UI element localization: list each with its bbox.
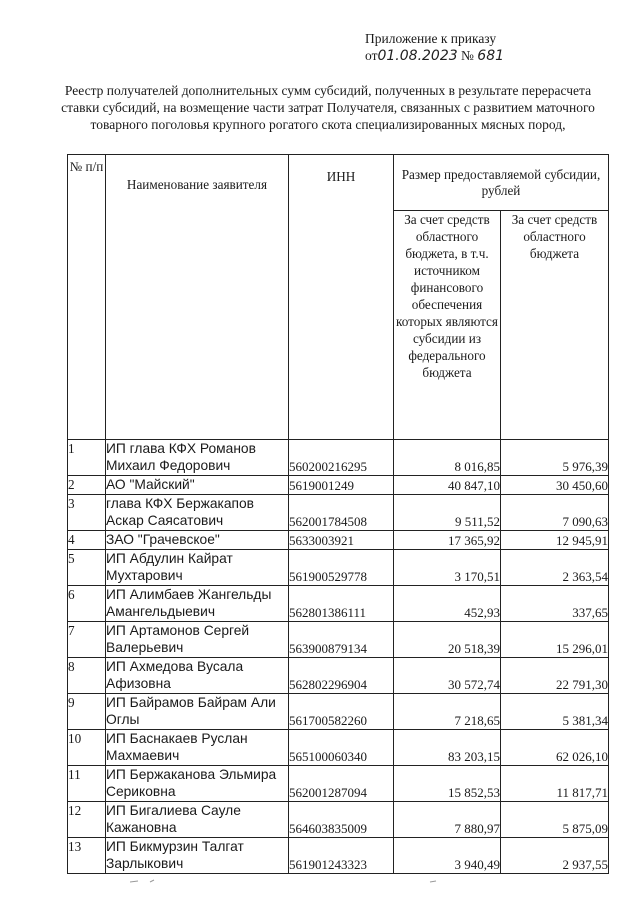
row-number: 5 [68, 550, 106, 586]
row-sum-regional-federal: 17 365,92 [394, 531, 501, 550]
row-sum-regional-federal: 15 852,53 [394, 766, 501, 802]
row-inn: 561900529778 [289, 550, 394, 586]
row-applicant-name: ИП Ахмедова Вусала Афизовна [106, 658, 289, 694]
row-number: 13 [68, 838, 106, 874]
table-header-row [68, 155, 609, 211]
row-sum-regional-federal: 30 572,74 [394, 658, 501, 694]
row-inn: 560200216295 [289, 440, 394, 476]
row-inn: 5633003921 [289, 531, 394, 550]
row-sum-regional: 337,65 [501, 586, 609, 622]
row-sum-regional: 62 026,10 [501, 730, 609, 766]
annex-line: Приложение к приказу [365, 31, 497, 46]
row-sum-regional: 12 945,91 [501, 531, 609, 550]
annex-number-prefix: № [461, 48, 474, 63]
row-number: 8 [68, 658, 106, 694]
row-number: 3 [68, 495, 106, 531]
row-sum-regional-federal: 7 880,97 [394, 802, 501, 838]
header-amount: Размер предоставляемой субсидии, рублей [394, 155, 609, 211]
row-sum-regional: 22 791,30 [501, 658, 609, 694]
row-number: 11 [68, 766, 106, 802]
row-applicant-name: ИП глава КФХ Романов Михаил Федорович [106, 440, 289, 476]
row-sum-regional: 15 296,01 [501, 622, 609, 658]
row-applicant-name: ИП Бигалиева Сауле Кажановна [106, 802, 289, 838]
row-sum-regional: 5 875,09 [501, 802, 609, 838]
row-number: 9 [68, 694, 106, 730]
row-number: 1 [68, 440, 106, 476]
row-inn: 565100060340 [289, 730, 394, 766]
table-row [68, 440, 609, 476]
row-sum-regional: 7 090,63 [501, 495, 609, 531]
header-name: Наименование заявителя [106, 155, 289, 440]
table-row [68, 531, 609, 550]
row-sum-regional-federal: 8 016,85 [394, 440, 501, 476]
table-row [68, 658, 609, 694]
row-applicant-name: ИП Байрамов Байрам Али Оглы [106, 694, 289, 730]
row-inn: 5619001249 [289, 476, 394, 495]
document-title: Реестр получателей дополнительных сумм субсидий, полученных в результате перерасчета ставки субсидий, на возмещение части затрат Получателя, связанных с развитием маточного товарного поголовья крупного рогатого скота специализированных мясных пород, [61, 83, 595, 132]
row-applicant-name: ИП Бержаканова Эльмира Сериковна [106, 766, 289, 802]
row-inn: 562001784508 [289, 495, 394, 531]
row-applicant-name: ИП Баснакаев Руслан Махмаевич [106, 730, 289, 766]
row-applicant-name: ЗАО "Грачевское" [106, 531, 289, 550]
annex-caption [365, 30, 504, 65]
row-inn: 563900879134 [289, 622, 394, 658]
row-sum-regional: 2 937,55 [501, 838, 609, 874]
scan-footer-marks [130, 868, 550, 888]
row-sum-regional-federal: 3 940,49 [394, 838, 501, 874]
annex-order-line [365, 47, 504, 65]
table-row [68, 694, 609, 730]
row-applicant-name: ИП Алимбаев Жангельды Амангельдыевич [106, 586, 289, 622]
row-inn: 562802296904 [289, 658, 394, 694]
annex-date: 01.08.2023 [377, 48, 458, 64]
row-sum-regional: 2 363,54 [501, 550, 609, 586]
header-regional: За счет средств областного бюджета [501, 211, 609, 440]
row-applicant-name: ИП Абдулин Кайрат Мухтарович [106, 550, 289, 586]
row-sum-regional-federal: 452,93 [394, 586, 501, 622]
row-sum-regional-federal: 3 170,51 [394, 550, 501, 586]
row-applicant-name: ИП Артамонов Сергей Валерьевич [106, 622, 289, 658]
table-row [68, 766, 609, 802]
row-applicant-name: АО "Майский" [106, 476, 289, 495]
row-sum-regional: 5 976,39 [501, 440, 609, 476]
header-inn: ИНН [289, 155, 394, 440]
row-number: 4 [68, 531, 106, 550]
row-number: 12 [68, 802, 106, 838]
recipients-table [67, 154, 609, 874]
header-number: № п/п [68, 155, 106, 440]
table-row [68, 550, 609, 586]
table-row [68, 476, 609, 495]
row-sum-regional: 30 450,60 [501, 476, 609, 495]
row-number: 7 [68, 622, 106, 658]
row-inn: 561700582260 [289, 694, 394, 730]
table-row [68, 495, 609, 531]
row-inn: 561901243323 [289, 838, 394, 874]
row-sum-regional-federal: 40 847,10 [394, 476, 501, 495]
row-inn: 562801386111 [289, 586, 394, 622]
annex-from-prefix: от [365, 48, 378, 63]
row-applicant-name: ИП Бикмурзин Талгат Зарлыкович [106, 838, 289, 874]
table-row [68, 802, 609, 838]
table-row [68, 586, 609, 622]
row-sum-regional-federal: 9 511,52 [394, 495, 501, 531]
row-applicant-name: глава КФХ Бержакапов Аскар Саясатович [106, 495, 289, 531]
row-sum-regional: 11 817,71 [501, 766, 609, 802]
header-regional-federal: За счет средств областного бюджета, в т.ч. источником финансового обеспечения которых являются субсидии из федерального бюджета [394, 211, 501, 440]
annex-number: 681 [477, 48, 505, 64]
row-sum-regional: 5 381,34 [501, 694, 609, 730]
row-sum-regional-federal: 20 518,39 [394, 622, 501, 658]
table-row [68, 622, 609, 658]
row-sum-regional-federal: 7 218,65 [394, 694, 501, 730]
row-number: 6 [68, 586, 106, 622]
row-number: 2 [68, 476, 106, 495]
row-number: 10 [68, 730, 106, 766]
row-inn: 562001287094 [289, 766, 394, 802]
table-row [68, 730, 609, 766]
row-inn: 564603835009 [289, 802, 394, 838]
row-sum-regional-federal: 83 203,15 [394, 730, 501, 766]
